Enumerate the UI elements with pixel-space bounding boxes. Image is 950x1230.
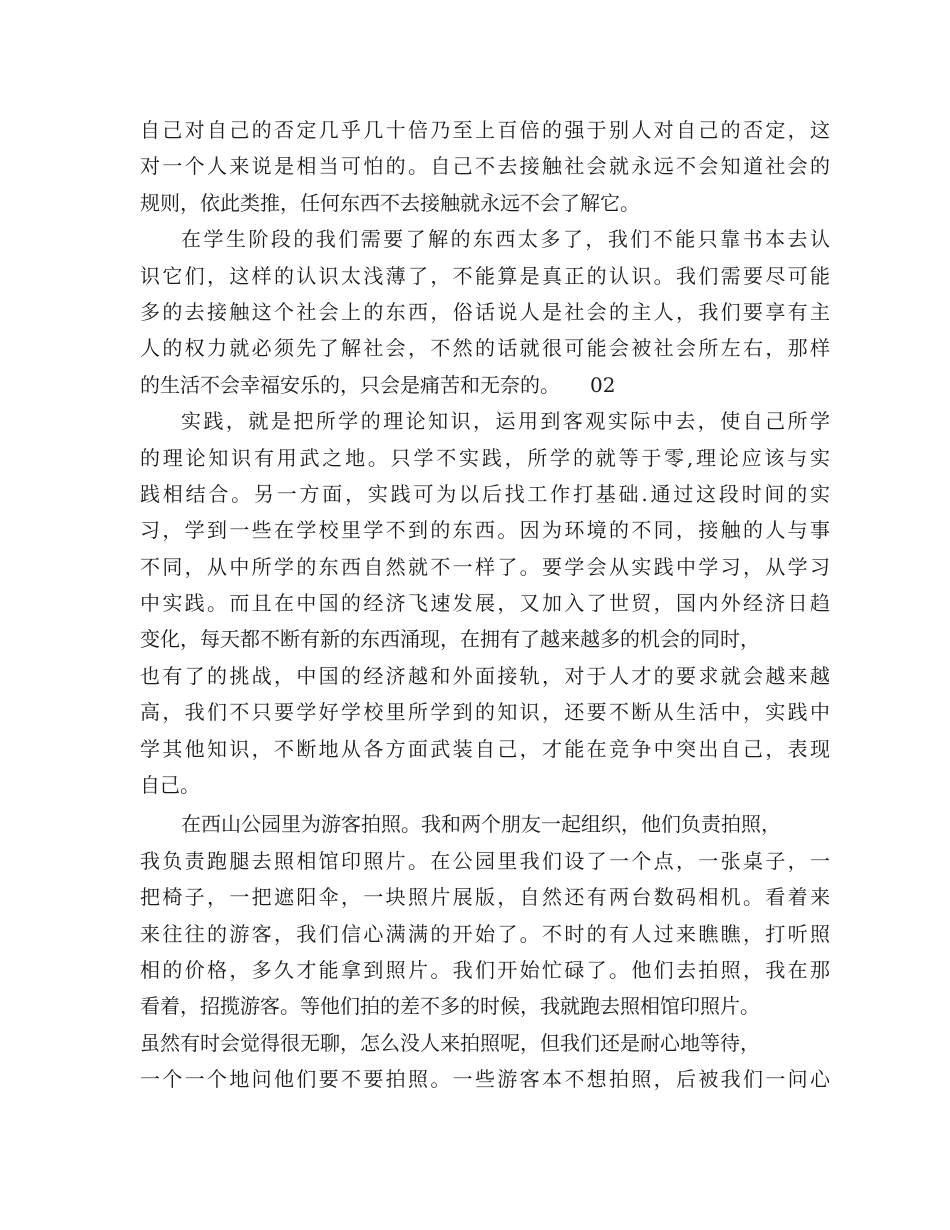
text-line: 对一个人来说是相当可怕的。自己不去接触社会就永远不会知道社会的 bbox=[140, 154, 830, 179]
paragraph bbox=[140, 112, 830, 221]
text-line: 看着，招揽游客。等他们拍的差不多的时候，我就跑去照相馆印照片。 bbox=[140, 994, 760, 1019]
text-line: 也有了的挑战，中国的经济越和外面接轨，对于人才的要求就会越来越 bbox=[140, 663, 830, 688]
text-line: 来往往的游客，我们信心满满的开始了。不时的有人过来瞧瞧，打听照 bbox=[140, 921, 830, 946]
body-text bbox=[140, 112, 830, 1098]
text-line: 相的价格，多久才能拿到照片。我们开始忙碌了。他们去拍照，我在那 bbox=[140, 957, 830, 982]
paragraph bbox=[140, 221, 830, 403]
text-line: 规则，依此类推，任何东西不去接触就永远不会了解它。 bbox=[140, 190, 640, 215]
text-line: 我负责跑腿去照相馆印照片。在公园里我们设了一个点，一张桌子，一 bbox=[140, 848, 830, 873]
text-line: 在西山公园里为游客拍照。我和两个朋友一起组织，他们负责拍照， bbox=[181, 812, 781, 837]
text-line: 的生活不会幸福安乐的，只会是痛苦和无奈的。 02 bbox=[140, 372, 616, 397]
text-line: 人的权力就必须先了解社会，不然的话就很可能会被社会所左右，那样 bbox=[140, 336, 830, 361]
text-line: 自己对自己的否定几乎几十倍乃至上百倍的强于别人对自己的否定，这 bbox=[140, 118, 830, 142]
text-line: 学其他知识，不断地从各方面武装自己，才能在竞争中突出自己，表现 bbox=[140, 736, 830, 761]
text-line: 识它们，这样的认识太浅薄了，不能算是真正的认识。我们需要尽可能 bbox=[140, 263, 830, 288]
text-line: 的理论知识有用武之地。只学不实践，所学的就等于零,理论应该与实 bbox=[140, 445, 830, 470]
text-line: 多的去接触这个社会上的东西，俗话说人是社会的主人，我们要享有主 bbox=[140, 299, 830, 324]
text-line: 变化，每天都不断有新的东西涌现，在拥有了越来越多的机会的同时， bbox=[140, 627, 760, 652]
text-line: 不同，从中所学的东西自然就不一样了。要学会从实践中学习，从学习 bbox=[140, 554, 830, 579]
text-line: 实践，就是把所学的理论知识，运用到客观实际中去，使自己所学 bbox=[181, 409, 830, 434]
text-line: 一个一个地问他们要不要拍照。一些游客本不想拍照，后被我们一问心 bbox=[140, 1067, 830, 1092]
text-line: 自己。 bbox=[140, 773, 200, 798]
paragraph bbox=[140, 403, 830, 803]
text-line: 高，我们不只要学好学校里所学到的知识，还要不断从生活中，实践中 bbox=[140, 700, 830, 725]
text-line: 中实践。而且在中国的经济飞速发展，又加入了世贸，国内外经济日趋 bbox=[140, 591, 830, 616]
text-line: 习，学到一些在学校里学不到的东西。因为环境的不同，接触的人与事 bbox=[140, 518, 830, 543]
paragraph bbox=[140, 806, 830, 1097]
text-line: 践相结合。另一方面，实践可为以后找工作打基础.通过这段时间的实 bbox=[140, 481, 830, 506]
text-line: 在学生阶段的我们需要了解的东西太多了，我们不能只靠书本去认 bbox=[181, 227, 830, 252]
text-line: 把椅子，一把遮阳伞，一块照片展版，自然还有两台数码相机。看着来 bbox=[140, 885, 830, 910]
text-line: 虽然有时会觉得很无聊，怎么没人来拍照呢，但我们还是耐心地等待， bbox=[140, 1030, 760, 1055]
